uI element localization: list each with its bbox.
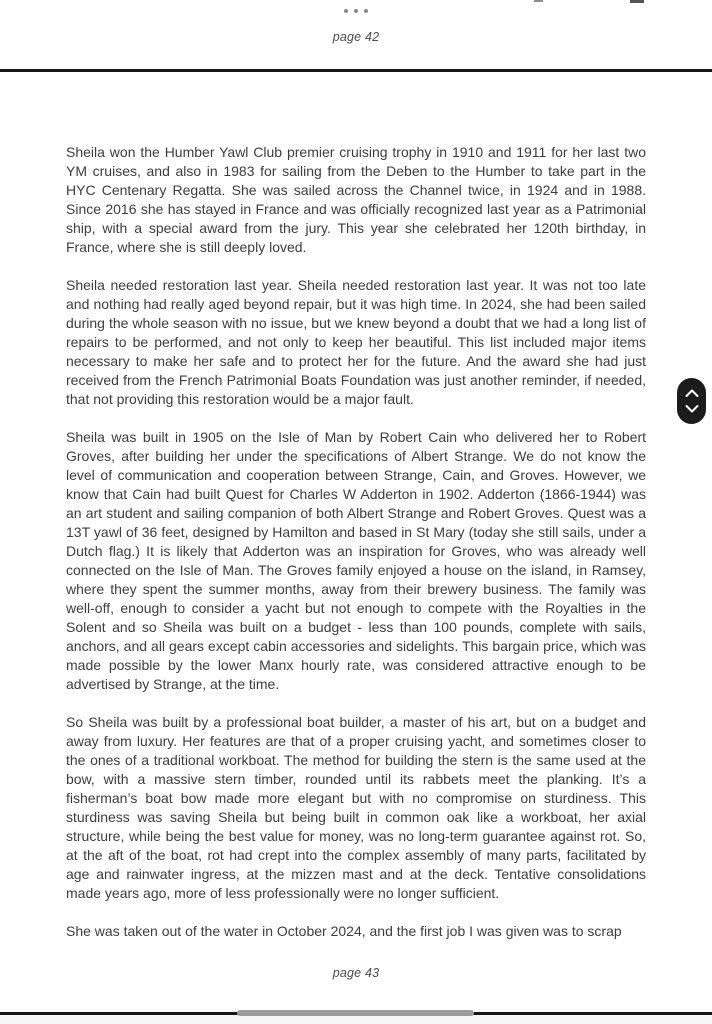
cutoff-text-fragment [534, 0, 543, 2]
next-page-strip [0, 1015, 712, 1024]
document-paragraph: Sheila needed restoration last year. Sheila needed restoration last year. It was not too late and nothing had really aged beyond repair, but it was high time. In 2024, she had been sailed during the whole season with no issue, but we knew beyond a doubt that we had a long list of repairs to be performed, and not only to keep her beautiful. This list included major items necessary to make her safe and to protect her for the future. And the award she had just received from the French Patrimonial Boats Foundation was just another reminder, if needed, that not providing this restoration would be a major fault. [66, 277, 646, 407]
chevron-down-icon [684, 404, 700, 414]
scroll-thumb[interactable] [237, 1010, 474, 1016]
document-paragraph: So Sheila was built by a professional boat builder, a master of his art, but on a budget and away from luxury. Her features are that of a proper cruising yacht, and sometimes closer to the ones of a traditional workboat. The method for building the stern is the same used at the bow, with a massive stern timber, rounded until its rabbets meet the planking. It’s a fisherman’s boat bow made more elegant but with no compromise on sturdiness. This sturdiness was saving Sheila but being built in common oak like a workboat, her axial structure, while being the best value for money, was no long-term guarantee against rot. So, at the aft of the boat, rot had crept into the complex assembly of many parts, facilitated by age and rainwater ingress, at the mizzen mast and at the deck. Tentative consolidations made years ago, more of less professionally were no longer sufficient. [66, 714, 646, 901]
dot [344, 9, 348, 13]
document-paragraph: Sheila was built in 1905 on the Isle of Man by Robert Cain who delivered her to Robert Groves, after building her under the specifications of Albert Strange. We do not know the level of communication and cooperation between Strange, Cain, and Groves. However, we know that Cain had built Quest for Charles W Adderton in 1902. Adderton (1866-1944) was an art student and sailing companion of both Albert Strange and Robert Groves. Quest was a 13T yawl of 36 feet, designed by Hamilton and based in St Mary (today she still sails, under a Dutch flag.) It is likely that Adderton was an inspiration for Groves, who was already well connected on the Isle of Man. The Groves family enjoyed a house on the island, in Ramsey, where they spent the summer months, away from their brewery business. The family was well-off, enough to consider a yacht but not enough to compete with the Royalties in the Solent and so Sheila was built on a budget - less than 100 pounds, complete with sails, anchors, and all gears except cabin accessories and sidelights. This bargain price, which was made possible by the lower Manx hourly rate, was considered attractive enough to be advertised by Strange, at the time. [66, 429, 646, 692]
dot [354, 9, 358, 13]
page-divider-top [0, 69, 712, 72]
page-nav-pill[interactable] [677, 378, 706, 424]
document-paragraph: Sheila won the Humber Yawl Club premier cruising trophy in 1910 and 1911 for her last two YM cruises, and also in 1983 for sailing from the Deben to the Humber to take part in the HYC Centenary Regatta. She was sailed across the Channel twice, in 1924 and in 1988. Since 2016 she has stayed in France and was officially recognized last year as a Patrimonial ship, with a special award from the jury. This year she celebrated her 120th birthday, in France, where she is still deeply loved. [66, 144, 646, 255]
page-43-footer-label: page 43 [332, 966, 380, 980]
dot [364, 9, 368, 13]
page-42-footer-label: page 42 [332, 30, 380, 44]
cutoff-text-fragment [630, 0, 644, 3]
document-paragraph: She was taken out of the water in October 2024, and the first job I was given was to scrap [66, 923, 622, 939]
document-page-text [66, 143, 646, 941]
page-up-button[interactable] [682, 387, 702, 400]
chevron-up-icon [684, 388, 700, 398]
ellipsis-dots-icon[interactable] [0, 9, 712, 13]
page-down-button[interactable] [682, 403, 702, 416]
